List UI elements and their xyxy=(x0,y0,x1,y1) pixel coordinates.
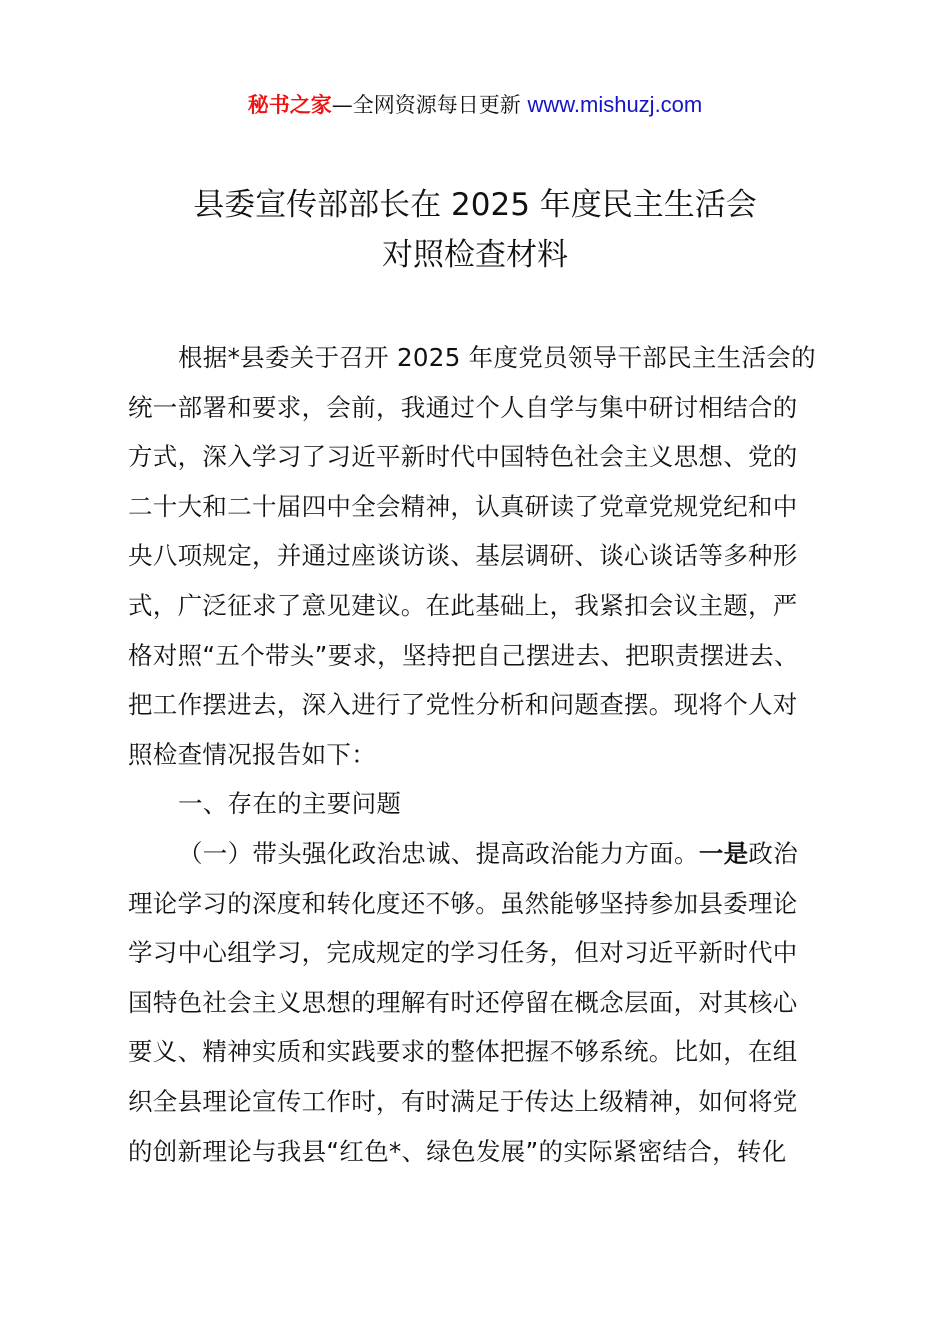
paragraph-line: 要义、精神实质和实践要求的整体把握不够系统。比如，在组 xyxy=(128,1037,798,1067)
subsection-intro: （一）带头强化政治忠诚、提高政治能力方面。 xyxy=(178,838,699,868)
paragraph-line: 国特色社会主义思想的理解有时还停留在概念层面，对其核心 xyxy=(128,987,798,1017)
banner-slogan: —全网资源每日更新 xyxy=(331,93,528,117)
paragraph-line: 格对照“五个带头”要求，坚持把自己摆进去、把职责摆进去、 xyxy=(128,640,799,670)
section-heading: 一、存在的主要问题 xyxy=(178,789,402,819)
paragraph-line: 理论学习的深度和转化度还不够。虽然能够坚持参加县委理论 xyxy=(128,888,798,918)
subsection-bold-marker: 一是 xyxy=(698,838,749,868)
paragraph-line: 式，广泛征求了意见建议。在此基础上，我紧扣会议主题，严 xyxy=(128,590,798,620)
paragraph-line: 照检查情况报告如下： xyxy=(128,739,376,769)
document-title-line-2: 对照检查材料 xyxy=(382,237,568,273)
paragraph-line: 根据*县委关于召开 2025 年度党员领导干部民主生活会的 xyxy=(178,343,816,372)
paragraph-line: 央八项规定，并通过座谈访谈、基层调研、谈心谈话等多种形 xyxy=(128,541,798,571)
paragraph-line: 学习中心组学习，完成规定的学习任务，但对习近平新时代中 xyxy=(128,938,798,968)
subsection-tail: 政治 xyxy=(748,838,799,868)
document-title-line-1: 县委宣传部部长在 2025 年度民主生活会 xyxy=(193,187,757,223)
document-body xyxy=(128,333,838,1176)
paragraph-line: 织全县理论宣传工作时，有时满足于传达上级精神，如何将党 xyxy=(128,1086,798,1116)
site-link[interactable]: www.mishuzj.com xyxy=(527,92,703,117)
subsection-line xyxy=(128,829,838,879)
paragraph-line: 方式，深入学习了习近平新时代中国特色社会主义思想、党的 xyxy=(128,442,798,472)
site-banner xyxy=(0,88,950,122)
paragraph-line: 的创新理论与我县“红色*、绿色发展”的实际紧密结合，转化 xyxy=(128,1136,787,1166)
paragraph-line: 把工作摆进去，深入进行了党性分析和问题查摆。现将个人对 xyxy=(128,690,798,720)
paragraph-line: 统一部署和要求，会前，我通过个人自学与集中研讨相结合的 xyxy=(128,392,798,422)
paragraph-line: 二十大和二十届四中全会精神，认真研读了党章党规党纪和中 xyxy=(128,491,798,521)
brand-name: 秘书之家 xyxy=(247,93,332,117)
